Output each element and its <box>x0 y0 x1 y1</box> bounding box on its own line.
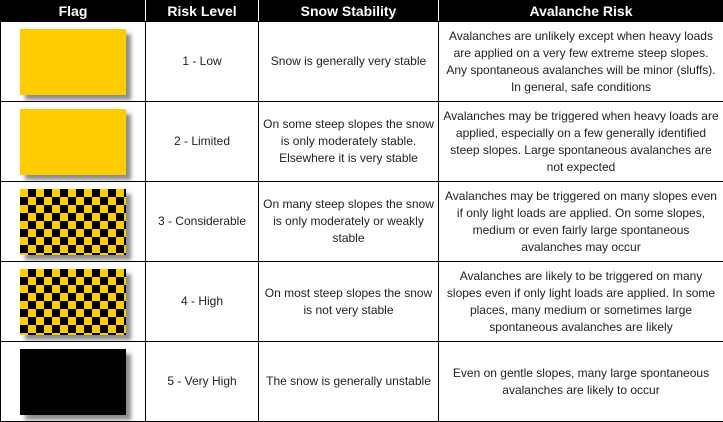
snow-stability: On most steep slopes the snow is not very stable <box>259 262 439 342</box>
snow-stability: The snow is generally unstable <box>259 342 439 422</box>
avalanche-risk: Even on gentle slopes, many large spontaneous avalanches are likely to occur <box>439 342 723 422</box>
avalanche-risk: Avalanches may be triggered on many slopes even if only light loads are applied. On some slopes, medium or even fairly large spontaneous avalanches may occur <box>439 182 723 262</box>
header-risk-level: Risk Level <box>146 1 259 22</box>
flag-cell <box>1 182 146 262</box>
risk-level: 2 - Limited <box>146 102 259 182</box>
checkered-flag-icon <box>20 189 126 255</box>
avalanche-risk: Avalanches are likely to be triggered on many slopes even if only light loads are applied. In some places, many medium or sometimes large spontaneous avalanches are likely <box>439 262 723 342</box>
snow-stability: On some steep slopes the snow is only moderately stable. Elsewhere it is very stable <box>259 102 439 182</box>
flag-cell <box>1 22 146 102</box>
solid-yellow-flag-icon <box>20 109 126 175</box>
risk-level: 4 - High <box>146 262 259 342</box>
flag-cell <box>1 262 146 342</box>
solid-yellow-flag-icon <box>20 29 126 95</box>
header-flag: Flag <box>1 1 146 22</box>
header-row <box>1 1 723 22</box>
table-row <box>1 182 723 262</box>
table-row <box>1 22 723 102</box>
header-avalanche-risk: Avalanche Risk <box>439 1 723 22</box>
checkered-flag-icon <box>20 269 126 335</box>
avalanche-risk: Avalanches may be triggered when heavy loads are applied, especially on a few generally identified steep slopes. Large spontaneous avalanches are not expected <box>439 102 723 182</box>
table-row <box>1 102 723 182</box>
solid-black-flag-icon <box>20 349 126 415</box>
table-row <box>1 342 723 422</box>
avalanche-risk: Avalanches are unlikely except when heavy loads are applied on a very few extreme steep slopes. Any spontaneous avalanches will be minor (sluffs). In general, safe conditions <box>439 22 723 102</box>
snow-stability: Snow is generally very stable <box>259 22 439 102</box>
snow-stability: On many steep slopes the snow is only moderately or weakly stable <box>259 182 439 262</box>
flag-cell <box>1 102 146 182</box>
table-row <box>1 262 723 342</box>
header-snow-stability: Snow Stability <box>259 1 439 22</box>
flag-cell <box>1 342 146 422</box>
risk-level: 1 - Low <box>146 22 259 102</box>
risk-level: 5 - Very High <box>146 342 259 422</box>
risk-level: 3 - Considerable <box>146 182 259 262</box>
